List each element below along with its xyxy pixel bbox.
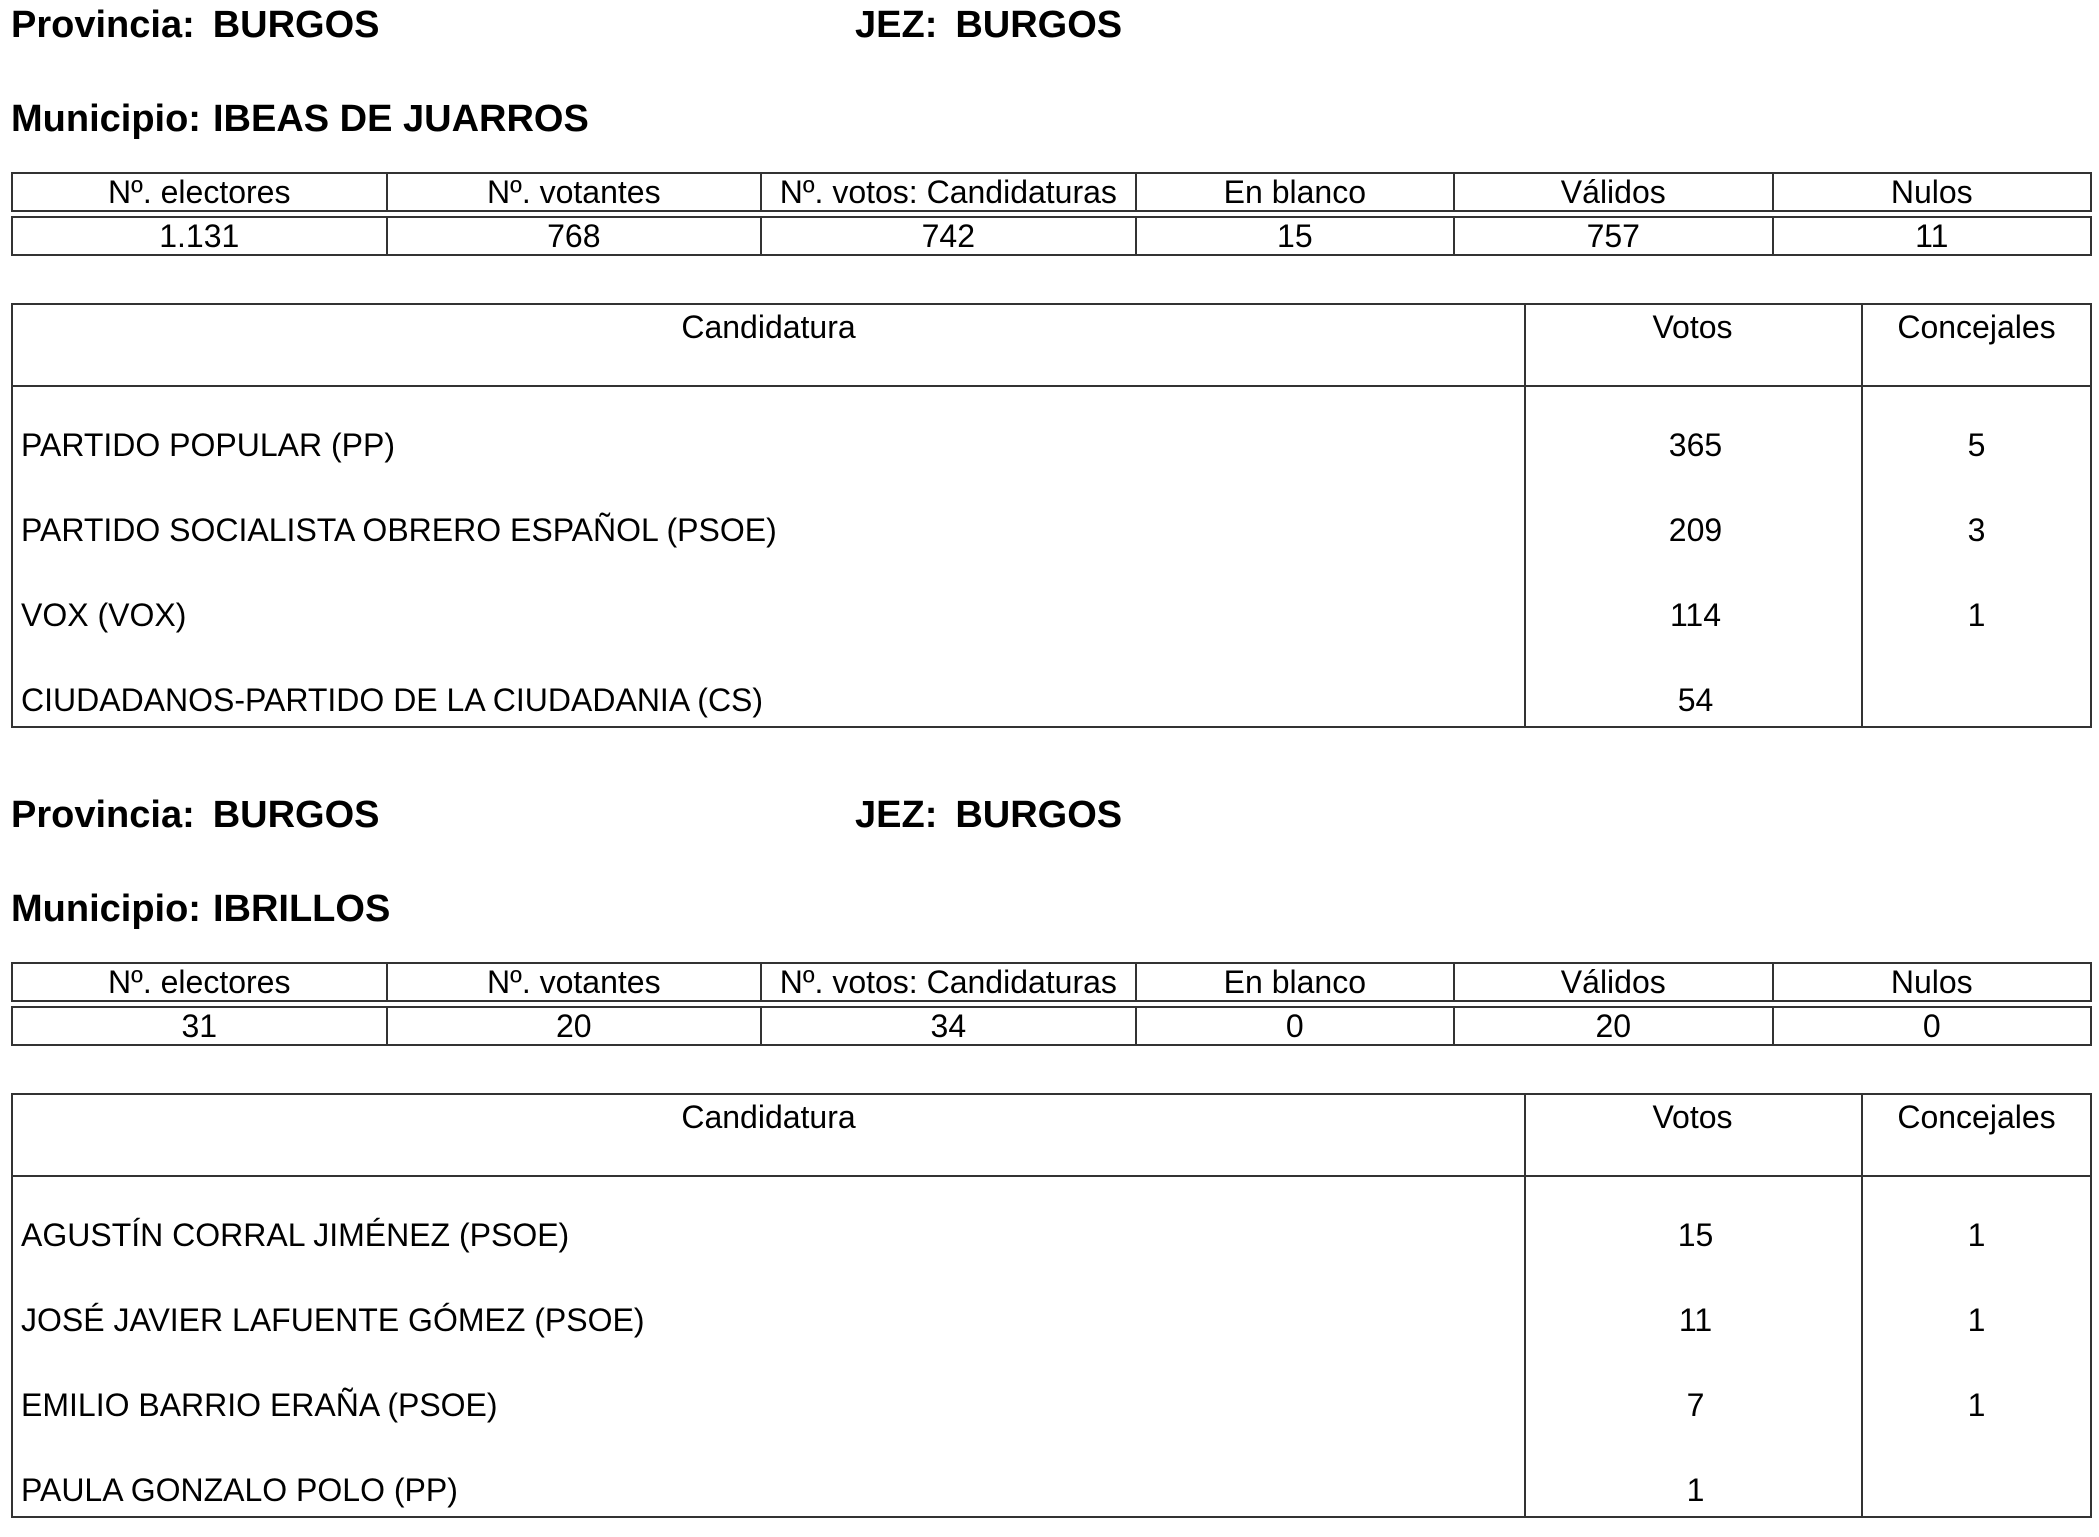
candidates-table — [11, 303, 2092, 728]
stats-value-cell: 768 — [387, 217, 762, 255]
provincia-value: BURGOS — [212, 4, 380, 46]
candidate-name: PARTIDO SOCIALISTA OBRERO ESPAÑOL (PSOE) — [21, 512, 777, 548]
stats-header-cell: En blanco — [1136, 173, 1454, 211]
stats-header-cell: Nº. votantes — [387, 173, 762, 211]
table-row — [13, 1192, 2090, 1277]
candidates-table — [11, 1093, 2092, 1518]
provincia-value: BURGOS — [212, 794, 380, 836]
municipio-line — [11, 886, 390, 932]
jez-line — [855, 792, 1122, 838]
candidate-name: VOX (VOX) — [21, 597, 187, 633]
stats-values-table — [11, 216, 2092, 256]
stats-value-cell: 20 — [1454, 1007, 1772, 1045]
stats-value-cell: 15 — [1136, 217, 1454, 255]
table-row — [13, 487, 2090, 572]
municipio-label: Municipio: — [11, 888, 201, 930]
municipio-value: IBRILLOS — [212, 888, 391, 930]
stats-header-cell: Nulos — [1773, 963, 2092, 1001]
stats-header-cell: Válidos — [1454, 963, 1772, 1001]
provincia-label: Provincia: — [11, 4, 195, 46]
candidate-concejales: 1 — [1967, 1302, 1986, 1338]
stats-header-table — [11, 172, 2092, 212]
table-row — [13, 572, 2090, 657]
stats-value-cell: 11 — [1773, 217, 2092, 255]
candidate-concejales: 5 — [1967, 427, 1986, 463]
stats-header-cell: Válidos — [1454, 173, 1772, 211]
candidate-votos: 7 — [1686, 1387, 1705, 1423]
municipio-value: IBEAS DE JUARROS — [212, 98, 589, 140]
header-votos: Votos — [1652, 309, 1733, 345]
table-row — [13, 1447, 2090, 1532]
stats-value-cell: 34 — [761, 1007, 1136, 1045]
stats-header-cell: Nulos — [1773, 173, 2092, 211]
candidate-votos: 11 — [1678, 1302, 1713, 1338]
stats-value-cell: 742 — [761, 217, 1136, 255]
header-votos: Votos — [1652, 1099, 1733, 1135]
stats-header-cell: Nº. votantes — [387, 963, 762, 1001]
table-row — [13, 1277, 2090, 1362]
candidate-name: EMILIO BARRIO ERAÑA (PSOE) — [21, 1387, 498, 1423]
stats-header-cell: Nº. votos: Candidaturas — [761, 963, 1136, 1001]
candidate-concejales: 1 — [1967, 1217, 1986, 1253]
candidate-concejales: 1 — [1967, 1387, 1986, 1423]
candidate-votos: 1 — [1686, 1472, 1705, 1508]
candidate-name: AGUSTÍN CORRAL JIMÉNEZ (PSOE) — [21, 1217, 570, 1253]
stats-header-table — [11, 962, 2092, 1002]
stats-header-cell: Nº. electores — [12, 963, 387, 1001]
candidate-name: JOSÉ JAVIER LAFUENTE GÓMEZ (PSOE) — [21, 1302, 645, 1338]
candidate-votos: 209 — [1668, 512, 1723, 548]
jez-label: JEZ: — [855, 4, 938, 46]
provincia-line — [11, 2, 380, 48]
table-row — [13, 657, 2090, 742]
stats-value-cell: 31 — [12, 1007, 387, 1045]
table-row — [13, 1362, 2090, 1447]
stats-header-cell: Nº. electores — [12, 173, 387, 211]
municipio-label: Municipio: — [11, 98, 201, 140]
candidate-name: PAULA GONZALO POLO (PP) — [21, 1472, 458, 1508]
stats-values-table — [11, 1006, 2092, 1046]
candidate-votos: 54 — [1677, 682, 1714, 718]
jez-line — [855, 2, 1122, 48]
candidate-name: CIUDADANOS-PARTIDO DE LA CIUDADANIA (CS) — [21, 682, 764, 718]
jez-value: BURGOS — [955, 4, 1123, 46]
jez-value: BURGOS — [955, 794, 1123, 836]
municipio-line — [11, 96, 589, 142]
jez-label: JEZ: — [855, 794, 938, 836]
candidate-concejales: 3 — [1967, 512, 1986, 548]
provincia-line — [11, 792, 380, 838]
candidate-concejales: 1 — [1967, 597, 1986, 633]
table-row — [13, 402, 2090, 487]
stats-value-cell: 0 — [1136, 1007, 1454, 1045]
stats-header-cell: En blanco — [1136, 963, 1454, 1001]
candidate-votos: 114 — [1669, 597, 1721, 633]
stats-value-cell: 757 — [1454, 217, 1772, 255]
header-candidatura: Candidatura — [681, 1099, 856, 1135]
stats-value-cell: 20 — [387, 1007, 762, 1045]
candidate-name: PARTIDO POPULAR (PP) — [21, 427, 395, 463]
header-concejales: Concejales — [1897, 1099, 2056, 1135]
stats-value-cell: 0 — [1773, 1007, 2092, 1045]
candidate-votos: 15 — [1677, 1217, 1714, 1253]
stats-value-cell: 1.131 — [12, 217, 387, 255]
provincia-label: Provincia: — [11, 794, 195, 836]
header-candidatura: Candidatura — [681, 309, 856, 345]
header-concejales: Concejales — [1897, 309, 2056, 345]
candidate-votos: 365 — [1668, 427, 1723, 463]
stats-header-cell: Nº. votos: Candidaturas — [761, 173, 1136, 211]
